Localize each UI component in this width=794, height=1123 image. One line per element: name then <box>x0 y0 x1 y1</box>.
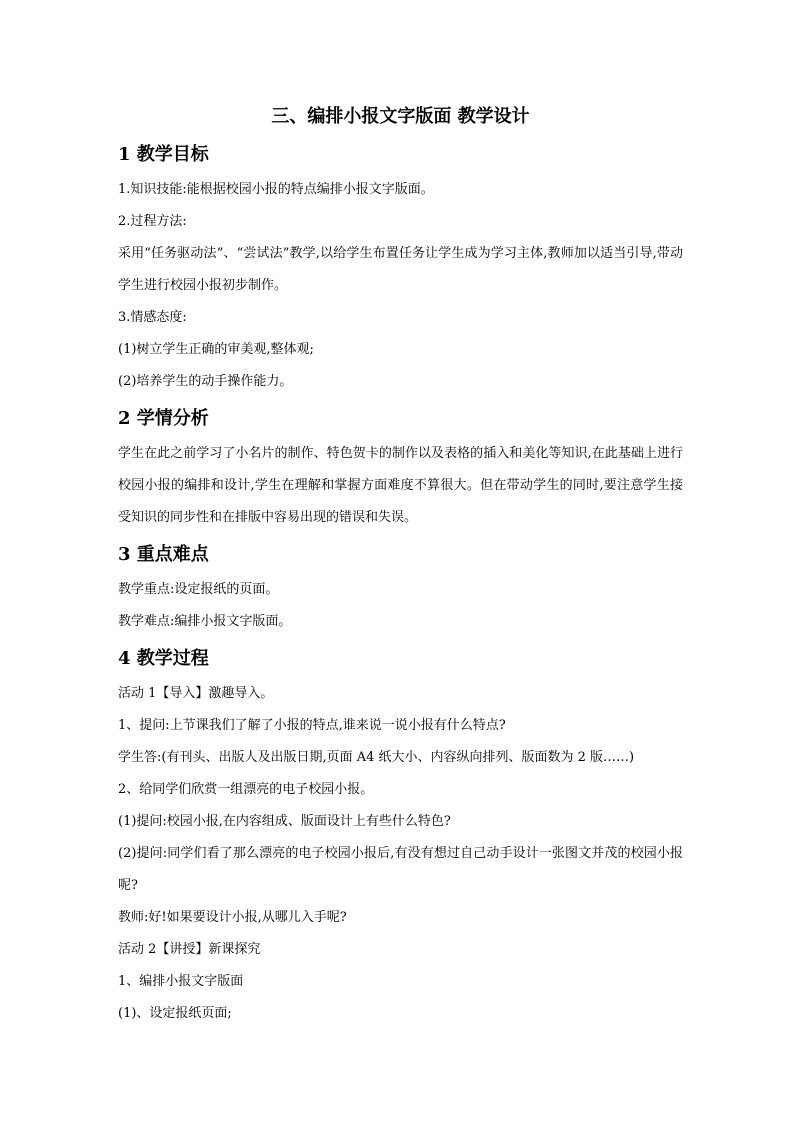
paragraph: 教学重点:设定报纸的页面。 <box>118 582 279 597</box>
section-heading-process: 4 教学过程 <box>118 648 209 669</box>
paragraph: 活动 1【导入】激趣导入。 <box>118 686 274 701</box>
paragraph: (2)培养学生的动手操作能力。 <box>118 374 293 389</box>
paragraph: 2、给同学们欣赏一组漂亮的电子校园小报。 <box>118 782 374 797</box>
document-page <box>118 100 683 1030</box>
paragraph: 2.过程方法: <box>118 214 187 229</box>
section-heading-learner-analysis: 2 学情分析 <box>118 408 209 429</box>
paragraph: 3.情感态度: <box>118 310 187 325</box>
document-title: 三、编排小报文字版面 教学设计 <box>271 106 530 127</box>
paragraph: 教师:好!如果要设计小报,从哪儿入手呢? <box>118 910 347 925</box>
section-heading-key-points: 3 重点难点 <box>118 544 209 565</box>
paragraph: 学生在此之前学习了小名片的制作、特色贺卡的制作以及表格的插入和美化等知识,在此基础上进行校园小报的编排和设计,学生在理解和掌握方面难度不算很大。但在带动学生的同时,要注意学生接受知识的同步性和在排版中容易出现的错误和失误。 <box>118 446 683 525</box>
paragraph: (1)提问:校园小报,在内容组成、版面设计上有些什么特色? <box>118 814 451 829</box>
paragraph: 1.知识技能:能根据校园小报的特点编排小报文字版面。 <box>118 182 434 197</box>
paragraph: 学生答:(有刊头、出版人及出版日期,页面 A4 纸大小、内容纵向排列、版面数为 2 版……) <box>118 750 635 765</box>
paragraph: 采用“任务驱动法”、“尝试法”教学,以给学生布置任务让学生成为学习主体,教师加以适当引导,带动学生进行校园小报初步制作。 <box>118 246 683 293</box>
paragraph: (2)提问:同学们看了那么漂亮的电子校园小报后,有没有想过自己动手设计一张图文并茂的校园小报呢? <box>118 846 683 893</box>
paragraph: 1、提问:上节课我们了解了小报的特点,谁来说一说小报有什么特点? <box>118 718 506 733</box>
paragraph: 教学难点:编排小报文字版面。 <box>118 614 292 629</box>
paragraph: (1)树立学生正确的审美观,整体观; <box>118 342 314 357</box>
paragraph: 活动 2【讲授】新课探究 <box>118 942 261 957</box>
section-heading-objectives: 1 教学目标 <box>118 144 209 165</box>
paragraph: 1、编排小报文字版面 <box>118 974 244 989</box>
paragraph: (1)、设定报纸页面; <box>118 1006 232 1021</box>
